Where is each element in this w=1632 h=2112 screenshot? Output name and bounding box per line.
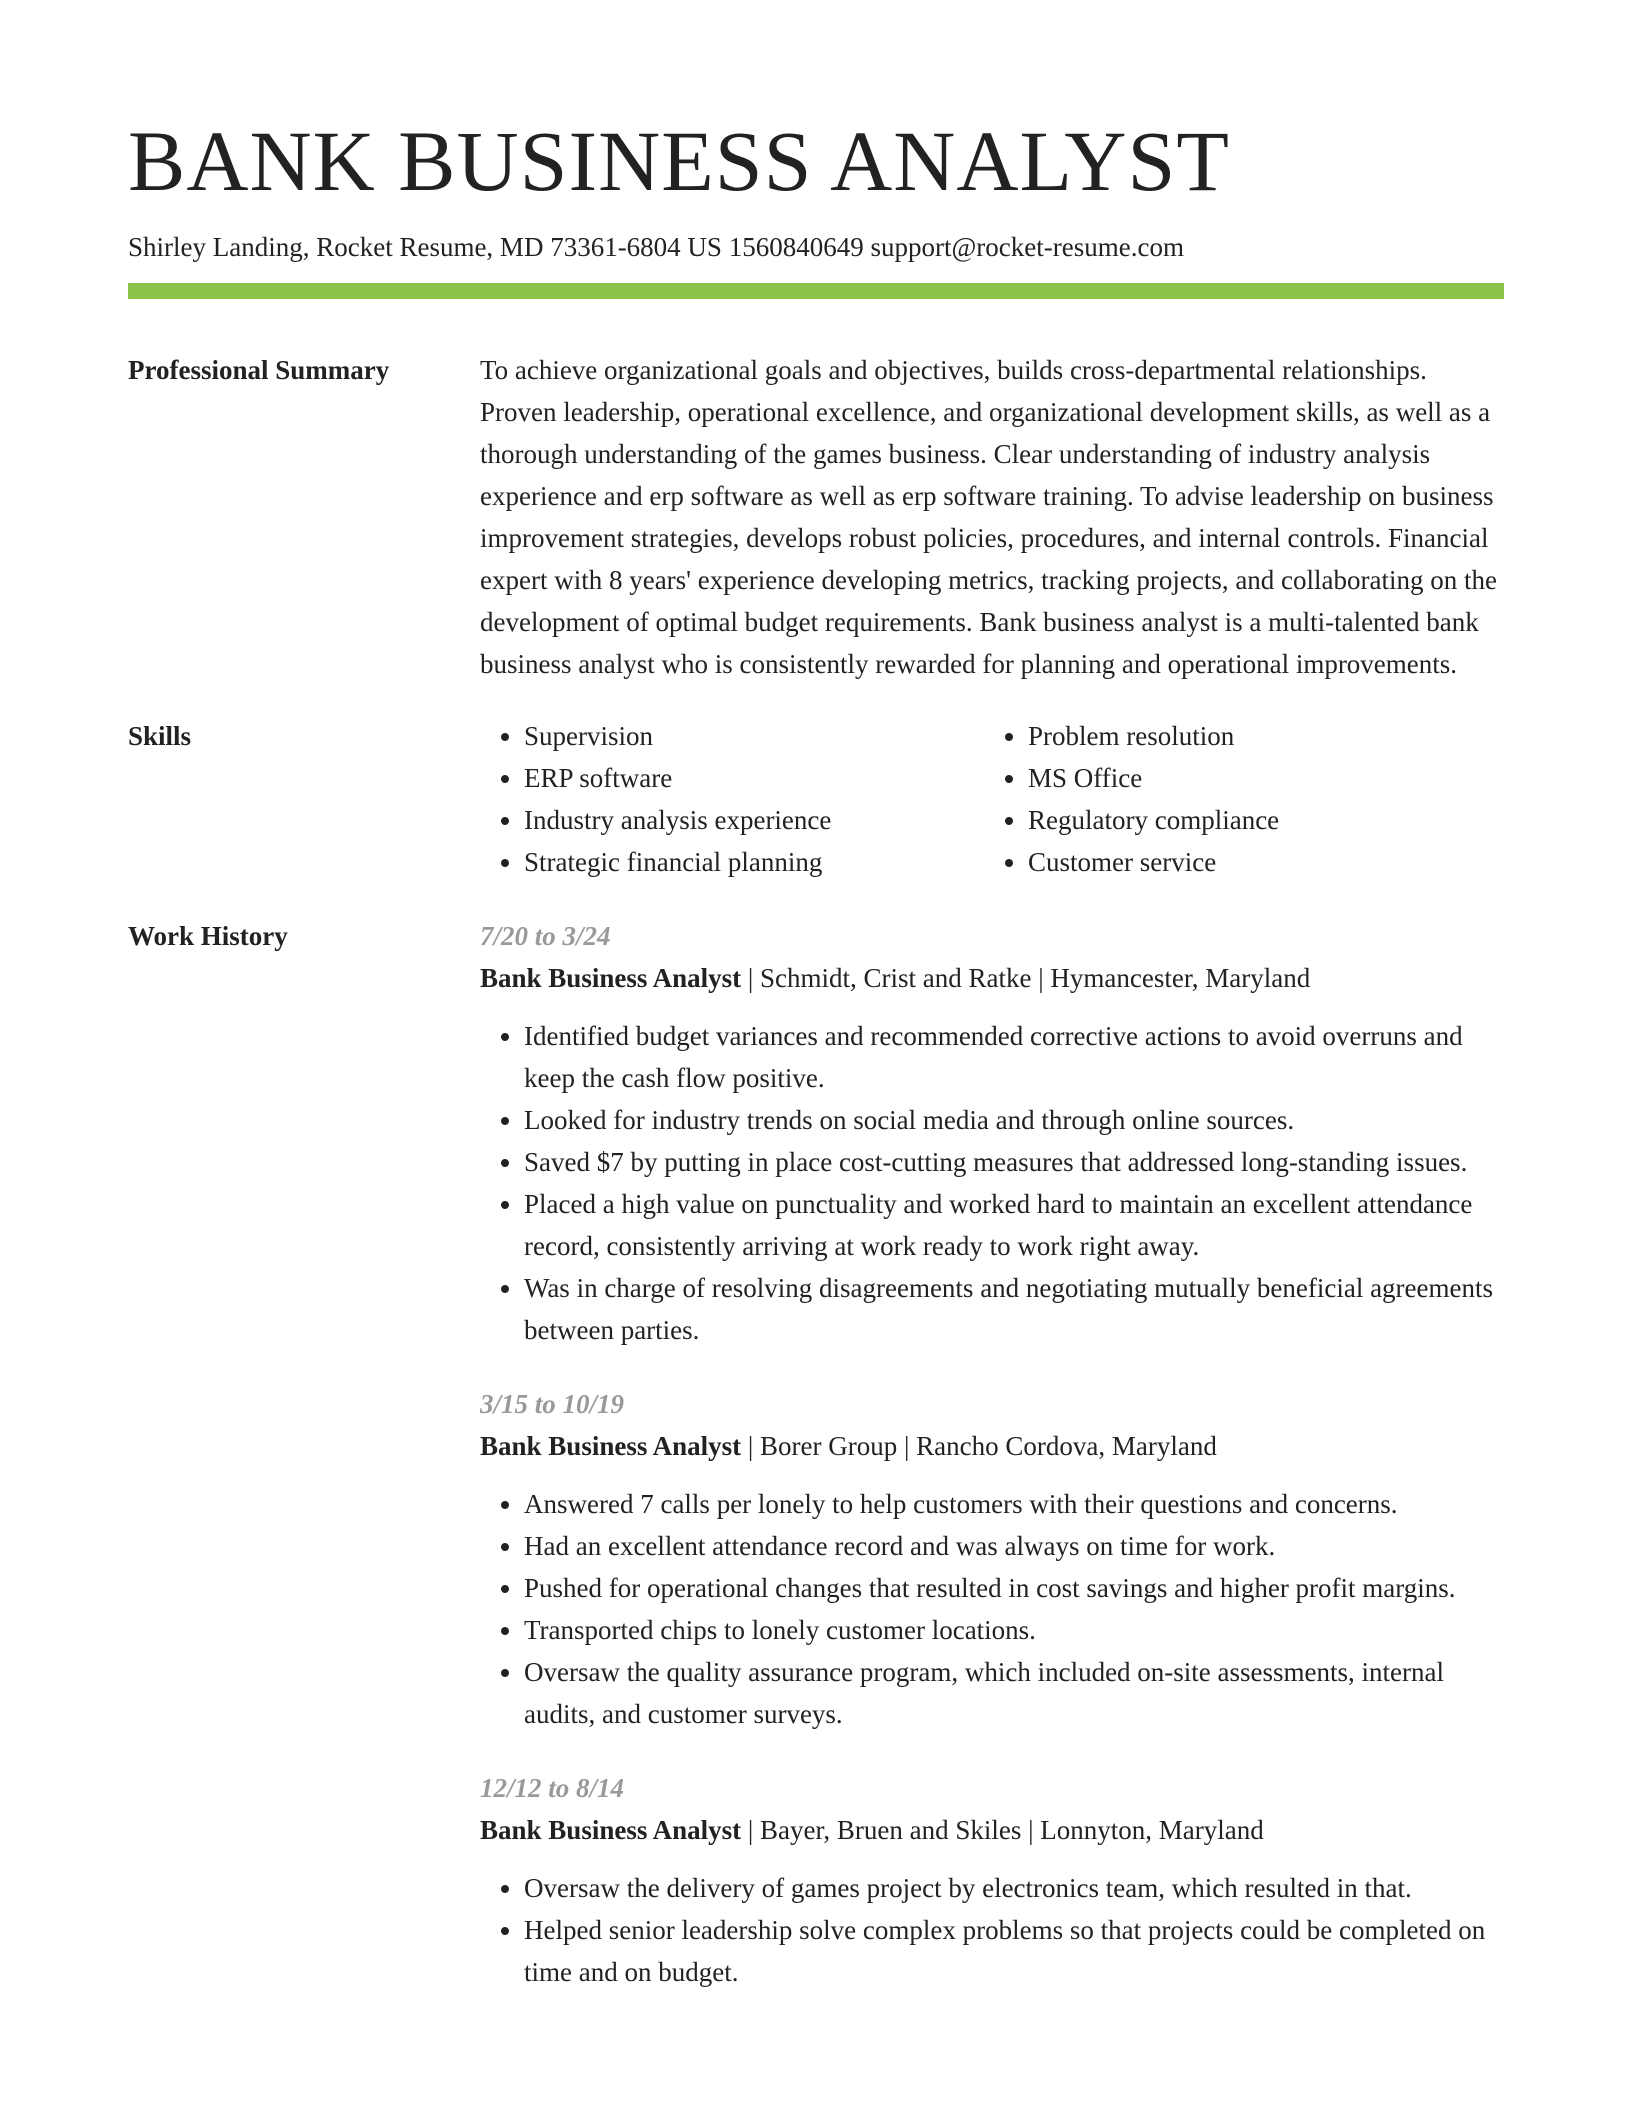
skill-item: • Strategic financial planning bbox=[524, 841, 984, 883]
skill-item: • MS Office bbox=[1028, 757, 1488, 799]
resume-title: BANK BUSINESS ANALYST bbox=[128, 113, 1230, 209]
job-details: | Schmidt, Crist and Ratke | Hymancester, Maryland bbox=[741, 963, 1311, 994]
job-bullet: • Was in charge of resolving disagreements and negotiating mutually beneficial agreements between parties. bbox=[524, 1267, 1504, 1351]
job-entry bbox=[480, 1767, 1504, 1993]
job-bullets bbox=[480, 1015, 1504, 1351]
resume-page bbox=[128, 0, 1504, 1993]
job-bullet: • Oversaw the quality assurance program, which included on-site assessments, internal audits, and customer surveys. bbox=[524, 1651, 1504, 1735]
job-dates: 12/12 to 8/14 bbox=[480, 1773, 625, 1804]
job-details: | Bayer, Bruen and Skiles | Lonnyton, Maryland bbox=[741, 1815, 1264, 1846]
accent-divider bbox=[128, 283, 1504, 299]
job-title: Bank Business Analyst bbox=[480, 1815, 742, 1846]
skill-item: • Supervision bbox=[524, 715, 984, 757]
job-dates: 3/15 to 10/19 bbox=[480, 1389, 625, 1420]
skill-item: • Industry analysis experience bbox=[524, 799, 984, 841]
summary-text: To achieve organizational goals and objectives, builds cross-departmental relationships. Proven leadership, operational excellence, and organizational development skills, as well as a thorough understanding of the games business. Clear understanding of industry analysis experience and erp software as well as erp software training. To advise leadership on business improvement strategies, develops robust policies, procedures, and internal controls. Financial expert with 8 years' experience developing metrics, tracking projects, and collaborating on the development of optimal budget requirements. Bank business analyst is a multi-talented bank business analyst who is consistently rewarded for planning and operational improvements. bbox=[480, 355, 1497, 680]
job-bullet: • Saved $7 by putting in place cost-cutting measures that addressed long-standing issues. bbox=[524, 1141, 1504, 1183]
job-entry bbox=[480, 915, 1504, 1351]
skill-item: • ERP software bbox=[524, 757, 984, 799]
skills-list-left bbox=[480, 715, 984, 883]
job-bullet: • Looked for industry trends on social media and through online sources. bbox=[524, 1099, 1504, 1141]
work-history-heading: Work History bbox=[128, 921, 288, 952]
summary-section bbox=[128, 349, 1504, 685]
job-bullets bbox=[480, 1483, 1504, 1735]
job-entry bbox=[480, 1383, 1504, 1735]
contact-line: Shirley Landing, Rocket Resume, MD 73361-6804 US 1560840649 support@rocket-resume.com bbox=[128, 232, 1184, 262]
job-bullet: • Had an excellent attendance record and was always on time for work. bbox=[524, 1525, 1504, 1567]
job-details: | Borer Group | Rancho Cordova, Maryland bbox=[741, 1431, 1217, 1462]
job-heading bbox=[480, 1809, 1504, 1851]
job-bullets bbox=[480, 1867, 1504, 1993]
job-bullet: • Transported chips to lonely customer locations. bbox=[524, 1609, 1504, 1651]
skill-item: • Problem resolution bbox=[1028, 715, 1488, 757]
skills-list-right bbox=[984, 715, 1488, 883]
skills-heading: Skills bbox=[128, 721, 192, 752]
work-history-section bbox=[128, 915, 1504, 1993]
job-heading bbox=[480, 957, 1504, 999]
job-bullet: • Pushed for operational changes that resulted in cost savings and higher profit margins. bbox=[524, 1567, 1504, 1609]
skill-item: • Customer service bbox=[1028, 841, 1488, 883]
job-bullet: • Placed a high value on punctuality and worked hard to maintain an excellent attendance record, consistently arriving at work ready to work right away. bbox=[524, 1183, 1504, 1267]
job-dates: 7/20 to 3/24 bbox=[480, 921, 611, 952]
job-bullet: • Oversaw the delivery of games project by electronics team, which resulted in that. bbox=[524, 1867, 1504, 1909]
skill-item: • Regulatory compliance bbox=[1028, 799, 1488, 841]
job-title: Bank Business Analyst bbox=[480, 1431, 742, 1462]
skills-section bbox=[128, 715, 1504, 883]
job-bullet: • Answered 7 calls per lonely to help customers with their questions and concerns. bbox=[524, 1483, 1504, 1525]
job-title: Bank Business Analyst bbox=[480, 963, 742, 994]
summary-heading: Professional Summary bbox=[128, 355, 390, 386]
job-bullet: • Identified budget variances and recommended corrective actions to avoid overruns and keep the cash flow positive. bbox=[524, 1015, 1504, 1099]
job-bullet: • Helped senior leadership solve complex problems so that projects could be completed on time and on budget. bbox=[524, 1909, 1504, 1993]
job-heading bbox=[480, 1425, 1504, 1467]
